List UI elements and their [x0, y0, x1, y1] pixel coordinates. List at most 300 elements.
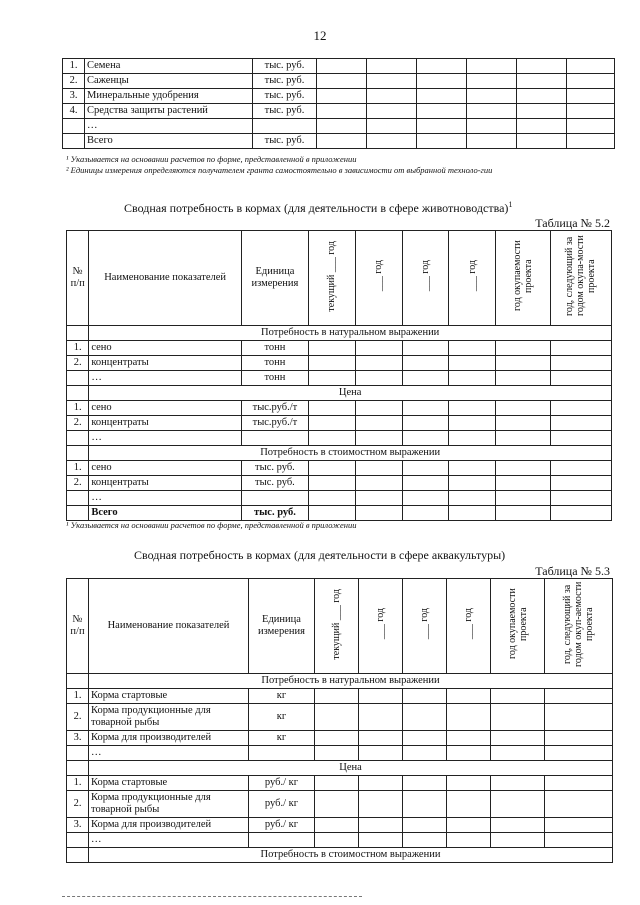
page-number: 12 — [313, 28, 327, 43]
value-cell[interactable] — [402, 341, 449, 356]
value-cell[interactable] — [567, 59, 615, 74]
row-number: 2. — [67, 476, 89, 491]
table-row — [63, 119, 615, 134]
row-name: … — [89, 431, 242, 446]
header-year-label: год, следующий за годом окупа-мости проекта — [564, 235, 598, 317]
table-row — [63, 134, 615, 149]
table-row — [67, 689, 613, 704]
row-name: Всего — [85, 134, 253, 149]
value-cell[interactable] — [467, 104, 517, 119]
value-cell[interactable] — [449, 431, 496, 446]
value-cell[interactable] — [403, 689, 447, 704]
value-cell[interactable] — [417, 104, 467, 119]
value-cell[interactable] — [317, 104, 367, 119]
table53-title: Сводная потребность в кормах (для деятельности в сфере аквакультуры) — [134, 548, 506, 562]
table-row — [63, 104, 615, 119]
header-year-label: год окупаемости проекта — [511, 240, 534, 312]
value-cell[interactable] — [402, 476, 449, 491]
value-cell[interactable] — [496, 416, 551, 431]
value-cell[interactable] — [567, 134, 615, 149]
row-name: Всего — [89, 506, 242, 521]
value-cell[interactable] — [491, 791, 545, 818]
value-cell[interactable] — [359, 776, 403, 791]
value-cell[interactable] — [308, 341, 355, 356]
header-unit: Единица измерения — [249, 579, 315, 674]
table-5-3 — [66, 578, 613, 863]
row-name: Корма стартовые — [89, 689, 249, 704]
value-cell[interactable] — [367, 134, 417, 149]
value-cell[interactable] — [550, 341, 611, 356]
row-name: Корма продукционные для товарной рыбы — [89, 704, 249, 731]
header-year-1 — [308, 231, 355, 326]
table-row — [63, 59, 615, 74]
value-cell[interactable] — [359, 746, 403, 761]
row-name: … — [89, 371, 242, 386]
value-cell[interactable] — [315, 746, 359, 761]
section-spacer — [67, 761, 89, 776]
table-row — [67, 491, 612, 506]
value-cell[interactable] — [403, 791, 447, 818]
row-unit: руб./ кг — [249, 818, 315, 833]
table52-title: Сводная потребность в кормах (для деятельности в сфере животноводства)$^1$ — [124, 200, 513, 215]
row-number: 1. — [63, 59, 85, 74]
row-unit: кг — [249, 731, 315, 746]
value-cell[interactable] — [317, 59, 367, 74]
value-cell[interactable] — [496, 491, 551, 506]
value-cell[interactable] — [550, 431, 611, 446]
value-cell[interactable] — [308, 356, 355, 371]
row-number: 1. — [67, 776, 89, 791]
value-cell[interactable] — [359, 818, 403, 833]
value-cell[interactable] — [447, 791, 491, 818]
section-spacer — [67, 674, 89, 689]
row-number — [63, 119, 85, 134]
value-cell[interactable] — [367, 59, 417, 74]
section-spacer — [67, 326, 89, 341]
table-row — [67, 416, 612, 431]
value-cell[interactable] — [449, 371, 496, 386]
value-cell[interactable] — [315, 776, 359, 791]
table52-number: Таблица № 5.2 — [535, 216, 610, 230]
row-unit — [241, 431, 308, 446]
row-unit: тыс. руб. — [253, 59, 317, 74]
value-cell[interactable] — [449, 356, 496, 371]
header-num: № п/п — [67, 231, 89, 326]
header-unit: Единица измерения — [241, 231, 308, 326]
value-cell[interactable] — [417, 74, 467, 89]
value-cell[interactable] — [491, 833, 545, 848]
value-cell[interactable] — [567, 74, 615, 89]
section-row — [67, 386, 612, 401]
row-number — [67, 491, 89, 506]
row-number: 1. — [67, 341, 89, 356]
table-row — [67, 776, 613, 791]
section-value: Потребность в стоимостном выражении — [89, 446, 612, 461]
row-unit: тыс.руб./т — [241, 401, 308, 416]
row-number — [63, 134, 85, 149]
row-unit: тонн — [241, 356, 308, 371]
row-unit: тыс. руб. — [253, 89, 317, 104]
header-year-label: текущий ___ год — [326, 240, 338, 312]
value-cell[interactable] — [449, 341, 496, 356]
value-cell[interactable] — [496, 341, 551, 356]
row-name: … — [89, 491, 242, 506]
table-row — [67, 791, 613, 818]
section-value: Потребность в стоимостном выражении — [89, 848, 613, 863]
value-cell[interactable] — [545, 818, 613, 833]
value-cell[interactable] — [517, 74, 567, 89]
row-name: сено — [89, 341, 242, 356]
row-number: 2. — [63, 74, 85, 89]
row-name: Корма продукционные для товарной рыбы — [89, 791, 249, 818]
value-cell[interactable] — [355, 341, 402, 356]
value-cell[interactable] — [355, 401, 402, 416]
header-year-1 — [315, 579, 359, 674]
value-cell[interactable] — [355, 416, 402, 431]
footnote-top-2: ² Единицы измерения определяются получателем гранта самостоятельно в зависимости от выбранной техноло-гии — [66, 165, 493, 175]
value-cell[interactable] — [550, 461, 611, 476]
value-cell[interactable] — [417, 89, 467, 104]
table53-number: Таблица № 5.3 — [535, 564, 610, 578]
row-name: … — [89, 746, 249, 761]
row-number — [67, 746, 89, 761]
row-name: Корма для производителей — [89, 731, 249, 746]
value-cell[interactable] — [355, 356, 402, 371]
row-number — [67, 371, 89, 386]
header-year-3 — [403, 579, 447, 674]
value-cell[interactable] — [317, 134, 367, 149]
value-cell[interactable] — [545, 791, 613, 818]
value-cell[interactable] — [402, 416, 449, 431]
row-unit — [241, 491, 308, 506]
row-unit: тонн — [241, 341, 308, 356]
value-cell[interactable] — [496, 356, 551, 371]
value-cell[interactable] — [550, 371, 611, 386]
value-cell[interactable] — [467, 74, 517, 89]
row-unit: руб./ кг — [249, 776, 315, 791]
value-cell[interactable] — [417, 59, 467, 74]
value-cell[interactable] — [567, 104, 615, 119]
section-row — [67, 326, 612, 341]
row-unit: руб./ кг — [249, 791, 315, 818]
value-cell[interactable] — [496, 431, 551, 446]
section-row — [67, 446, 612, 461]
header-num: № п/п — [67, 579, 89, 674]
value-cell[interactable] — [491, 731, 545, 746]
value-cell[interactable] — [367, 119, 417, 134]
value-cell[interactable] — [496, 506, 551, 521]
header-year-2 — [355, 231, 402, 326]
row-name: сено — [89, 461, 242, 476]
row-unit: тыс. руб. — [253, 104, 317, 119]
value-cell[interactable] — [402, 356, 449, 371]
row-unit: тыс. руб. — [241, 461, 308, 476]
value-cell[interactable] — [315, 731, 359, 746]
value-cell[interactable] — [447, 818, 491, 833]
row-name: Минеральные удобрения — [85, 89, 253, 104]
value-cell[interactable] — [496, 476, 551, 491]
row-number: 2. — [67, 704, 89, 731]
table-row — [67, 746, 613, 761]
row-unit — [249, 833, 315, 848]
value-cell[interactable] — [355, 431, 402, 446]
section-row — [67, 848, 613, 863]
value-cell[interactable] — [417, 119, 467, 134]
value-cell[interactable] — [496, 371, 551, 386]
value-cell[interactable] — [449, 416, 496, 431]
header-name: Наименование показателей — [89, 579, 249, 674]
value-cell[interactable] — [402, 401, 449, 416]
header-year-label: ___ год — [373, 260, 385, 292]
row-name: сено — [89, 401, 242, 416]
value-cell[interactable] — [467, 134, 517, 149]
table-row — [67, 431, 612, 446]
section-spacer — [67, 446, 89, 461]
value-cell[interactable] — [315, 791, 359, 818]
value-cell[interactable] — [449, 476, 496, 491]
table-row — [67, 704, 613, 731]
value-cell[interactable] — [449, 401, 496, 416]
row-name: … — [89, 833, 249, 848]
row-unit: тыс. руб. — [253, 134, 317, 149]
row-unit: тыс. руб. — [241, 476, 308, 491]
row-number: 1. — [67, 461, 89, 476]
table-row — [63, 74, 615, 89]
header-year-label: ___ год — [463, 608, 474, 640]
value-cell[interactable] — [367, 89, 417, 104]
value-cell[interactable] — [403, 833, 447, 848]
row-number — [67, 506, 89, 521]
value-cell[interactable] — [359, 704, 403, 731]
value-cell[interactable] — [308, 491, 355, 506]
value-cell[interactable] — [545, 833, 613, 848]
header-year-4 — [447, 579, 491, 674]
row-number: 4. — [63, 104, 85, 119]
table-row — [67, 401, 612, 416]
row-name: концентраты — [89, 476, 242, 491]
header-year-6 — [550, 231, 611, 326]
value-cell[interactable] — [491, 818, 545, 833]
row-name: … — [85, 119, 253, 134]
value-cell[interactable] — [308, 401, 355, 416]
table-row — [67, 371, 612, 386]
row-number: 3. — [63, 89, 85, 104]
value-cell[interactable] — [447, 731, 491, 746]
value-cell[interactable] — [317, 89, 367, 104]
header-year-label: ___ год — [375, 608, 386, 640]
value-cell[interactable] — [308, 371, 355, 386]
row-number: 2. — [67, 416, 89, 431]
value-cell[interactable] — [496, 461, 551, 476]
row-number — [67, 833, 89, 848]
table-5-2 — [66, 230, 612, 521]
value-cell[interactable] — [315, 833, 359, 848]
value-cell[interactable] — [517, 134, 567, 149]
value-cell[interactable] — [467, 119, 517, 134]
top-table — [62, 58, 615, 149]
value-cell[interactable] — [417, 134, 467, 149]
section-spacer — [67, 848, 89, 863]
value-cell[interactable] — [317, 74, 367, 89]
value-cell[interactable] — [403, 746, 447, 761]
value-cell[interactable] — [550, 491, 611, 506]
value-cell[interactable] — [403, 704, 447, 731]
row-name: концентраты — [89, 416, 242, 431]
row-unit: кг — [249, 689, 315, 704]
header-year-5 — [491, 579, 545, 674]
row-name: Корма стартовые — [89, 776, 249, 791]
value-cell[interactable] — [355, 506, 402, 521]
value-cell[interactable] — [359, 731, 403, 746]
header-year-5 — [496, 231, 551, 326]
header-year-2 — [359, 579, 403, 674]
header-year-label: ___ год — [419, 260, 431, 292]
value-cell[interactable] — [567, 89, 615, 104]
value-cell[interactable] — [317, 119, 367, 134]
row-number — [67, 431, 89, 446]
value-cell[interactable] — [355, 476, 402, 491]
row-unit: тыс. руб. — [253, 74, 317, 89]
value-cell[interactable] — [447, 746, 491, 761]
value-cell[interactable] — [359, 833, 403, 848]
value-cell[interactable] — [402, 461, 449, 476]
header-row — [67, 231, 612, 326]
row-number: 1. — [67, 401, 89, 416]
value-cell[interactable] — [308, 461, 355, 476]
value-cell[interactable] — [449, 491, 496, 506]
footnote-top-1: ¹ Указывается на основании расчетов по форме, представленной в приложении — [66, 154, 357, 164]
table-row — [67, 341, 612, 356]
row-unit: тыс.руб./т — [241, 416, 308, 431]
row-name: Семена — [85, 59, 253, 74]
value-cell[interactable] — [355, 371, 402, 386]
footnote-52: ¹ Указывается на основании расчетов по форме, представленной в приложении — [66, 520, 357, 530]
table-row — [67, 461, 612, 476]
value-cell[interactable] — [447, 833, 491, 848]
value-cell[interactable] — [447, 776, 491, 791]
value-cell[interactable] — [403, 731, 447, 746]
value-cell[interactable] — [402, 506, 449, 521]
value-cell[interactable] — [449, 461, 496, 476]
value-cell[interactable] — [550, 506, 611, 521]
row-unit: тыс. руб. — [241, 506, 308, 521]
value-cell[interactable] — [403, 818, 447, 833]
value-cell[interactable] — [359, 791, 403, 818]
value-cell[interactable] — [367, 104, 417, 119]
value-cell[interactable] — [355, 491, 402, 506]
value-cell[interactable] — [359, 689, 403, 704]
row-name: Саженцы — [85, 74, 253, 89]
value-cell[interactable] — [402, 431, 449, 446]
header-year-3 — [402, 231, 449, 326]
table-row — [67, 818, 613, 833]
value-cell[interactable] — [567, 119, 615, 134]
row-unit: кг — [249, 704, 315, 731]
section-row — [67, 674, 613, 689]
row-unit: тонн — [241, 371, 308, 386]
value-cell[interactable] — [550, 356, 611, 371]
value-cell[interactable] — [496, 401, 551, 416]
value-cell[interactable] — [545, 746, 613, 761]
row-name: Средства защиты растений — [85, 104, 253, 119]
header-year-6 — [545, 579, 613, 674]
row-number: 2. — [67, 791, 89, 818]
value-cell[interactable] — [491, 689, 545, 704]
section-row — [67, 761, 613, 776]
value-cell[interactable] — [315, 818, 359, 833]
value-cell[interactable] — [550, 416, 611, 431]
value-cell[interactable] — [355, 461, 402, 476]
header-row — [67, 579, 613, 674]
row-name: Корма для производителей — [89, 818, 249, 833]
value-cell[interactable] — [308, 431, 355, 446]
table-row — [67, 476, 612, 491]
section-spacer — [67, 386, 89, 401]
value-cell[interactable] — [517, 119, 567, 134]
value-cell[interactable] — [367, 74, 417, 89]
header-year-label: ___ год — [466, 260, 478, 292]
header-year-label: год, следующий за годом окуп-аемости проекта — [562, 581, 595, 667]
header-year-label: год окупаемости проекта — [506, 588, 529, 660]
section-natural: Потребность в натуральном выражении — [89, 674, 613, 689]
section-price: Цена — [89, 386, 612, 401]
section-price: Цена — [89, 761, 613, 776]
header-year-4 — [449, 231, 496, 326]
header-year-label: ___ год — [419, 608, 430, 640]
value-cell[interactable] — [545, 704, 613, 731]
value-cell[interactable] — [545, 689, 613, 704]
table-row — [63, 89, 615, 104]
row-number: 3. — [67, 818, 89, 833]
header-name: Наименование показателей — [89, 231, 242, 326]
value-cell[interactable] — [491, 776, 545, 791]
value-cell[interactable] — [402, 371, 449, 386]
value-cell[interactable] — [447, 689, 491, 704]
bottom-divider — [62, 896, 362, 897]
value-cell[interactable] — [550, 401, 611, 416]
value-cell[interactable] — [550, 476, 611, 491]
value-cell[interactable] — [403, 776, 447, 791]
row-number: 2. — [67, 356, 89, 371]
value-cell[interactable] — [308, 506, 355, 521]
value-cell[interactable] — [545, 731, 613, 746]
value-cell[interactable] — [402, 491, 449, 506]
row-unit — [249, 746, 315, 761]
value-cell[interactable] — [467, 89, 517, 104]
total-row — [67, 506, 612, 521]
table-row — [67, 833, 613, 848]
value-cell[interactable] — [517, 59, 567, 74]
value-cell[interactable] — [467, 59, 517, 74]
value-cell[interactable] — [517, 89, 567, 104]
table-row — [67, 731, 613, 746]
value-cell[interactable] — [545, 776, 613, 791]
header-year-label: текущий ___ год — [331, 588, 342, 660]
row-unit — [253, 119, 317, 134]
value-cell[interactable] — [449, 506, 496, 521]
value-cell[interactable] — [308, 476, 355, 491]
value-cell[interactable] — [315, 689, 359, 704]
value-cell[interactable] — [308, 416, 355, 431]
value-cell[interactable] — [315, 704, 359, 731]
value-cell[interactable] — [491, 746, 545, 761]
row-number: 1. — [67, 689, 89, 704]
row-number: 3. — [67, 731, 89, 746]
table-row — [67, 356, 612, 371]
value-cell[interactable] — [491, 704, 545, 731]
value-cell[interactable] — [517, 104, 567, 119]
value-cell[interactable] — [447, 704, 491, 731]
